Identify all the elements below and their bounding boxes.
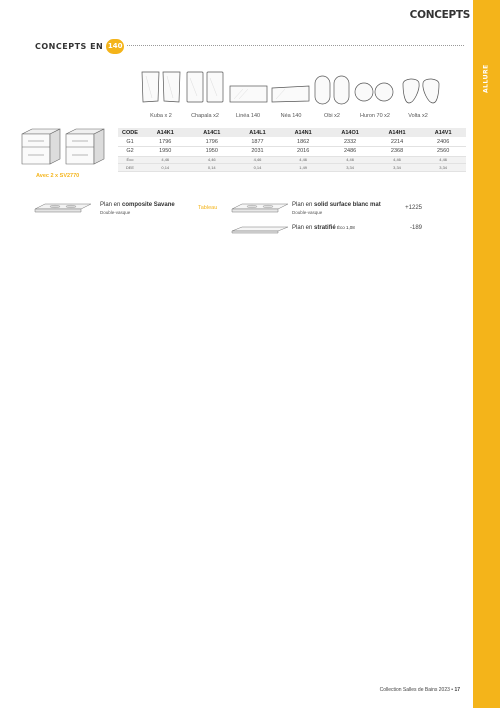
- table-cell: 1,49: [280, 164, 327, 172]
- plan-stratifie-image: [230, 222, 290, 240]
- table-cell: 2016: [280, 147, 327, 157]
- table-header-row: [118, 128, 466, 137]
- table-cell: 2332: [326, 137, 373, 147]
- mirror-nea-image: [271, 84, 311, 104]
- table-cell: 1796: [142, 137, 189, 147]
- tableau-link[interactable]: Tableau: [198, 205, 218, 211]
- page-footer: [290, 687, 460, 693]
- table-cell: 2486: [326, 147, 373, 157]
- mirror-huron-image: [354, 78, 394, 106]
- table-cell: 0,14: [142, 164, 189, 172]
- size-badge: 140: [106, 39, 124, 54]
- table-cell: 4,46: [420, 156, 466, 164]
- plan-solid-image: [230, 201, 290, 220]
- column-header: A14C1: [189, 128, 236, 137]
- table-cell: 2214: [374, 137, 421, 147]
- column-header: A14L1: [235, 128, 280, 137]
- table-cell: 0,14: [235, 164, 280, 172]
- table-cell: 1862: [280, 137, 327, 147]
- table-cell: 2406: [420, 137, 466, 147]
- table-cell: 3,34: [326, 164, 373, 172]
- column-header: A14H1: [374, 128, 421, 137]
- section-dotted-rule: [127, 45, 464, 46]
- mirror-obi-image: [313, 74, 351, 106]
- mirror-chapala-image: [185, 70, 225, 104]
- table-cell: 2031: [235, 147, 280, 157]
- table-cell: 3,34: [374, 164, 421, 172]
- table-row: [118, 156, 466, 164]
- mirror-label: Volta x2: [408, 113, 428, 119]
- plan-solid-price: +1225: [405, 205, 422, 211]
- table-cell: 2368: [374, 147, 421, 157]
- plan-name: stratifié: [314, 225, 336, 231]
- footer-text: Collection Salles de Bains 2023 •: [379, 687, 455, 693]
- plan-prefix: Plan en: [292, 202, 315, 208]
- plan-prefix: Plan en: [100, 202, 123, 208]
- mirror-label: Linéa 140: [235, 113, 261, 119]
- mirror-label: Huron 70 x2: [360, 113, 390, 119]
- mirror-label: Néa 140: [280, 113, 302, 119]
- mirror-volta-image: [400, 76, 442, 106]
- column-header: A14O1: [326, 128, 373, 137]
- table-cell: 4,46: [142, 156, 189, 164]
- plan-composite-subtitle: Double-vasque: [100, 210, 131, 215]
- plan-name: solid surface blanc mat: [314, 202, 381, 208]
- column-header: A14K1: [142, 128, 189, 137]
- table-cell: 4,46: [235, 156, 280, 164]
- table-cell: 4,46: [326, 156, 373, 164]
- mirror-kuba-image: [140, 70, 182, 104]
- table-cell: 4,46: [280, 156, 327, 164]
- side-tab-label: ALLURE: [482, 64, 490, 94]
- mirror-label: Kuba x 2: [150, 113, 172, 119]
- page-title: CONCEPTS: [409, 9, 470, 21]
- section-title: CONCEPTS EN: [35, 41, 104, 51]
- table-row: [118, 137, 466, 147]
- plan-name: composite Savane: [122, 202, 175, 208]
- cabinet-caption: Avec 2 x SV2770: [36, 173, 80, 179]
- table-cell: 1950: [142, 147, 189, 157]
- cabinet-image-right: [62, 128, 106, 173]
- table-cell: 3,34: [420, 164, 466, 172]
- column-header: A14V1: [420, 128, 466, 137]
- mirror-linea-image: [229, 84, 269, 104]
- table-cell: 4,46: [189, 156, 236, 164]
- mirror-label: Obi x2: [324, 113, 340, 119]
- plan-stratifie-price: -189: [409, 225, 422, 231]
- table-cell: 1796: [189, 137, 236, 147]
- plan-solid-subtitle: Double-vasque: [292, 210, 323, 215]
- row-label: G2: [118, 147, 142, 157]
- plan-eco: Éco 1,08: [335, 225, 355, 230]
- page-number: 17: [454, 687, 460, 693]
- side-band: [473, 0, 500, 708]
- table-cell: 1877: [235, 137, 280, 147]
- table-cell: 4,46: [374, 156, 421, 164]
- row-label: DEE: [118, 164, 142, 172]
- table-cell: 0,14: [189, 164, 236, 172]
- table-cell: 2560: [420, 147, 466, 157]
- plan-solid-title: [292, 202, 381, 208]
- table-row: [118, 147, 466, 157]
- plan-composite-image: [33, 201, 93, 220]
- column-header: A14N1: [280, 128, 327, 137]
- plan-stratifie-title: [292, 225, 355, 231]
- row-label: G1: [118, 137, 142, 147]
- mirror-label: Chapala x2: [191, 113, 219, 119]
- plan-composite-title: [100, 202, 175, 208]
- table-row: [118, 164, 466, 172]
- row-label: Éco: [118, 156, 142, 164]
- table-cell: 1950: [189, 147, 236, 157]
- price-table: [118, 128, 466, 172]
- cabinet-image-left: [18, 128, 62, 173]
- plan-prefix: Plan en: [292, 225, 315, 231]
- column-header: CODE: [118, 128, 142, 137]
- section-heading: [35, 38, 124, 54]
- mirror-labels: [142, 113, 467, 123]
